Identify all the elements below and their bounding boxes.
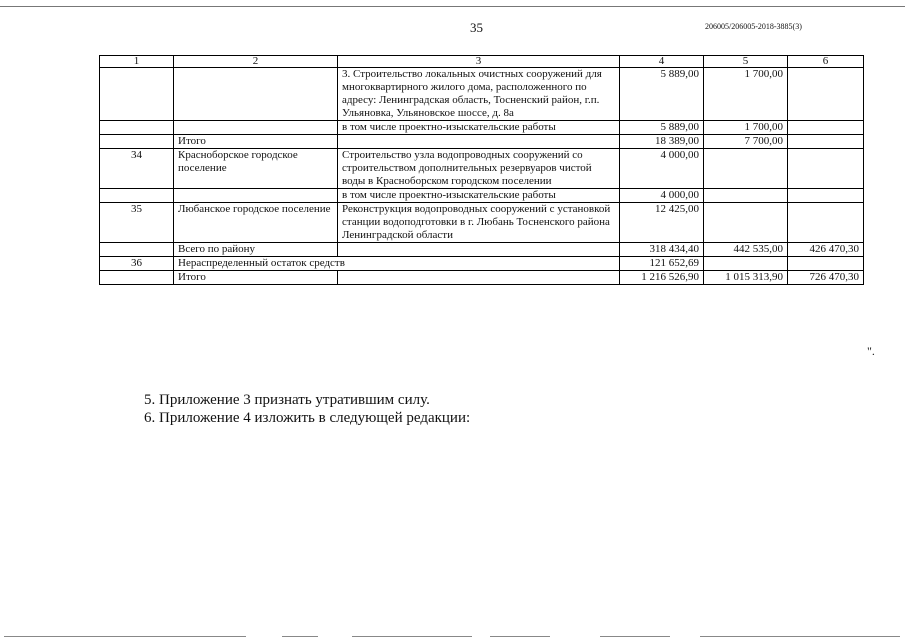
table-row bbox=[100, 243, 864, 257]
description-cell: Реконструкция водопроводных сооружений с установкой станции водоподготовки в г. Любань Тосненского района Ленинградской области bbox=[338, 203, 620, 243]
bottom-scan-line bbox=[4, 636, 246, 637]
bottom-scan-line bbox=[600, 636, 670, 637]
row-number-cell: 36 bbox=[100, 257, 174, 271]
description-cell: в том числе проектно-изыскательские работы bbox=[338, 121, 620, 135]
settlement-cell: Всего по району bbox=[174, 243, 338, 257]
table-row bbox=[100, 257, 864, 271]
document-code: 206005/206005-2018-3885(3) bbox=[705, 22, 802, 31]
table-row bbox=[100, 189, 864, 203]
table-header-row bbox=[100, 56, 864, 68]
amount-cell bbox=[788, 189, 864, 203]
amount-cell: 5 889,00 bbox=[620, 121, 704, 135]
column-header: 5 bbox=[704, 56, 788, 68]
row-number-cell: 35 bbox=[100, 203, 174, 243]
amount-cell: 1 216 526,90 bbox=[620, 271, 704, 285]
amount-cell bbox=[788, 68, 864, 121]
description-cell bbox=[338, 271, 620, 285]
settlement-cell: Любанское городское поселение bbox=[174, 203, 338, 243]
amount-cell bbox=[788, 135, 864, 149]
row-number-cell bbox=[100, 121, 174, 135]
amount-cell: 726 470,30 bbox=[788, 271, 864, 285]
bottom-scan-line bbox=[282, 636, 318, 637]
column-header: 2 bbox=[174, 56, 338, 68]
row-number-cell bbox=[100, 243, 174, 257]
row-number-cell bbox=[100, 189, 174, 203]
amount-cell: 4 000,00 bbox=[620, 189, 704, 203]
row-number-cell bbox=[100, 135, 174, 149]
amount-cell: 18 389,00 bbox=[620, 135, 704, 149]
column-header: 1 bbox=[100, 56, 174, 68]
amount-cell: 7 700,00 bbox=[704, 135, 788, 149]
settlement-cell: Красноборское городское поселение bbox=[174, 149, 338, 189]
page-number: 35 bbox=[470, 20, 483, 35]
table-row bbox=[100, 203, 864, 243]
bottom-scan-line bbox=[700, 636, 900, 637]
amount-cell bbox=[788, 149, 864, 189]
amount-cell bbox=[704, 257, 788, 271]
amount-cell: 1 015 313,90 bbox=[704, 271, 788, 285]
bottom-scan-line bbox=[490, 636, 550, 637]
closing-quote-mark: ". bbox=[867, 344, 875, 358]
table-row bbox=[100, 68, 864, 121]
table-row bbox=[100, 135, 864, 149]
amount-cell bbox=[788, 257, 864, 271]
amount-cell: 1 700,00 bbox=[704, 68, 788, 121]
top-edge-line bbox=[0, 6, 905, 7]
row-number-cell bbox=[100, 271, 174, 285]
amount-cell: 426 470,30 bbox=[788, 243, 864, 257]
amount-cell: 318 434,40 bbox=[620, 243, 704, 257]
amount-cell: 12 425,00 bbox=[620, 203, 704, 243]
amount-cell bbox=[704, 203, 788, 243]
settlement-cell bbox=[174, 68, 338, 121]
settlement-cell: Итого bbox=[174, 271, 338, 285]
amount-cell: 1 700,00 bbox=[704, 121, 788, 135]
table-row bbox=[100, 149, 864, 189]
amount-cell bbox=[788, 203, 864, 243]
paragraph-6: 6. Приложение 4 изложить в следующей редакции: bbox=[144, 410, 471, 426]
amount-cell: 4 000,00 bbox=[620, 149, 704, 189]
row-number-cell: 34 bbox=[100, 149, 174, 189]
amount-cell bbox=[704, 149, 788, 189]
settlement-cell bbox=[174, 189, 338, 203]
description-cell: Строительство узла водопроводных сооружений со строительством дополнительных резервуаров чистой воды в Красноборском городском поселении bbox=[338, 149, 620, 189]
settlement-cell bbox=[174, 121, 338, 135]
budget-table bbox=[99, 55, 864, 285]
amount-cell: 5 889,00 bbox=[620, 68, 704, 121]
column-header: 4 bbox=[620, 56, 704, 68]
amount-cell bbox=[788, 121, 864, 135]
description-cell: в том числе проектно-изыскательские работы bbox=[338, 189, 620, 203]
amount-cell bbox=[704, 189, 788, 203]
paragraph-5: 5. Приложение 3 признать утратившим силу. bbox=[144, 392, 430, 408]
column-header: 6 bbox=[788, 56, 864, 68]
table-row bbox=[100, 271, 864, 285]
table-row bbox=[100, 121, 864, 135]
row-number-cell bbox=[100, 68, 174, 121]
amount-cell: 121 652,69 bbox=[620, 257, 704, 271]
amount-cell: 442 535,00 bbox=[704, 243, 788, 257]
description-cell bbox=[338, 135, 620, 149]
description-cell bbox=[338, 243, 620, 257]
settlement-cell: Итого bbox=[174, 135, 338, 149]
bottom-scan-line bbox=[352, 636, 472, 637]
description-cell: 3. Строительство локальных очистных сооружений для многоквартирного жилого дома, расположенного по адресу: Ленинградская область, Тосненский район, г.п. Ульяновка, Ульяновское шоссе, д. 8а bbox=[338, 68, 620, 121]
settlement-cell: Нераспределенный остаток средств bbox=[174, 257, 620, 271]
column-header: 3 bbox=[338, 56, 620, 68]
